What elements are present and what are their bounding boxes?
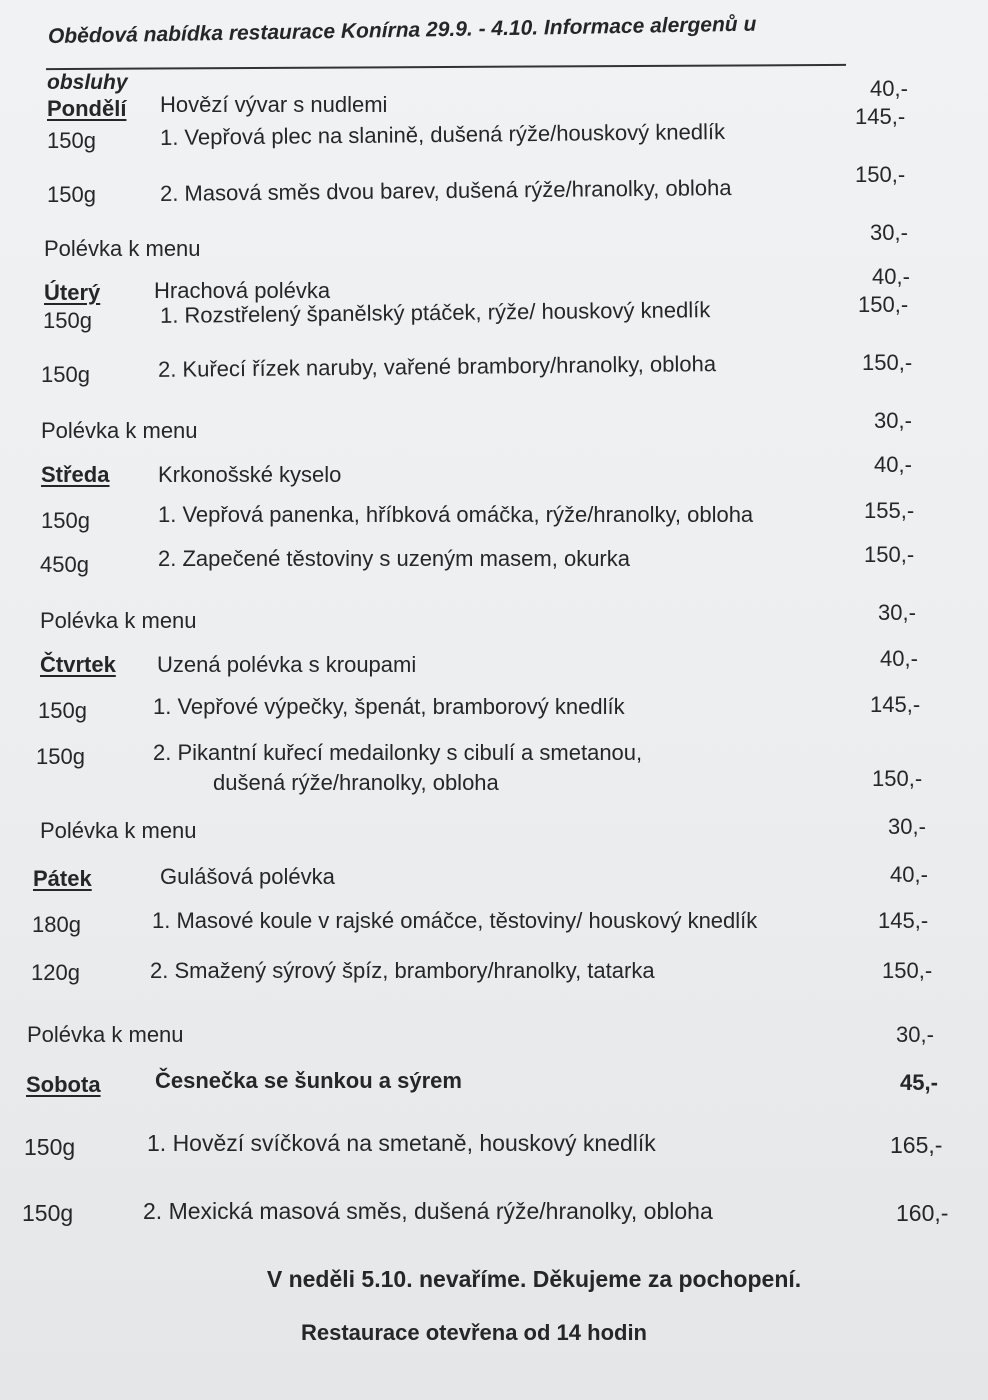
day-name: Středa [41,462,110,487]
dish-name: 2. Smažený sýrový špíz, brambory/hranolky, tatarka [150,958,655,983]
dish-name: 1. Hovězí svíčková na smetaně, houskový knedlík [147,1130,656,1156]
soup-name: Hovězí vývar s nudlemi [160,92,388,117]
soup-name: Hrachová polévka [154,278,331,303]
menu-title-continued: obsluhy [47,71,128,94]
dish-price: 150,- [862,350,913,375]
soup-price: 45,- [900,1070,938,1095]
soup-name: Gulášová polévka [160,864,335,889]
title-underline [46,64,846,70]
day-name: Úterý [44,280,101,305]
menu-soup-label: Polévka k menu [40,818,197,843]
soup-price: 40,- [890,862,928,887]
dish-name: 2. Kuřecí řízek naruby, vařené brambory/hranolky, obloha [157,351,717,382]
menu-soup-price: 30,- [896,1022,934,1047]
dish-weight: 150g [36,744,85,769]
dish-name: 2. Zapečené těstoviny s uzeným masem, okurka [158,546,630,571]
dish-weight: 150g [41,362,90,387]
dish-weight: 150g [47,182,96,207]
opening-hours: Restaurace otevřena od 14 hodin [301,1320,647,1345]
dish-weight: 150g [47,128,96,153]
dish-weight: 150g [41,508,90,533]
dish-name: 1. Masové koule v rajské omáčce, těstoviny/ houskový knedlík [152,908,758,933]
dish-weight: 180g [32,912,81,937]
dish-price: 145,- [855,104,906,129]
menu-soup-price: 30,- [874,408,912,433]
dish-name: 1. Vepřová panenka, hříbková omáčka, rýže/hranolky, obloha [158,502,754,527]
day-name: Pátek [33,866,92,891]
menu-soup-label: Polévka k menu [44,236,201,261]
dish-price: 155,- [864,498,915,523]
closing-notice: V neděli 5.10. nevaříme. Děkujeme za pochopení. [266,1266,802,1292]
dish-name: 1. Vepřová plec na slanině, dušená rýže/houskový knedlík [159,119,726,150]
dish-price: 145,- [878,908,929,933]
dish-name: 2. Mexická masová směs, dušená rýže/hranolky, obloha [143,1198,713,1224]
dish-price: 150,- [882,958,933,983]
dish-weight: 150g [43,308,92,333]
menu-soup-label: Polévka k menu [40,608,197,633]
dish-weight: 450g [40,552,89,577]
menu-soup-label: Polévka k menu [41,418,198,443]
soup-name: Krkonošské kyselo [158,462,342,487]
dish-price: 160,- [896,1200,949,1226]
dish-price: 145,- [870,692,921,717]
soup-price: 40,- [874,452,912,477]
dish-price: 150,- [872,766,923,791]
dish-name: 1. Rozstřelený španělský ptáček, rýže/ houskový knedlík [159,297,711,328]
dish-weight: 150g [38,698,87,723]
dish-price: 150,- [864,542,915,567]
dish-price: 165,- [890,1132,943,1158]
day-name: Sobota [26,1072,101,1097]
menu-soup-price: 30,- [870,220,908,245]
menu-title: Obědová nabídka restaurace Konírna 29.9. - 4.10. Informace alergenů u [47,12,757,48]
soup-price: 40,- [872,264,910,289]
dish-name: 1. Vepřové výpečky, špenát, bramborový knedlík [153,694,625,719]
soup-name: Uzená polévka s kroupami [157,652,417,677]
dish-weight: 150g [22,1200,74,1226]
day-name: Pondělí [47,96,127,121]
dish-weight: 150g [24,1134,76,1160]
menu-soup-price: 30,- [888,814,926,839]
soup-name: Česnečka se šunkou a sýrem [155,1068,462,1093]
dish-weight: 120g [31,960,80,985]
dish-name: 2. Masová směs dvou barev, dušená rýže/hranolky, obloha [159,175,732,206]
menu-soup-label: Polévka k menu [27,1022,184,1047]
dish-name-continued: dušená rýže/hranolky, obloha [213,770,499,795]
soup-price: 40,- [870,76,908,101]
dish-price: 150,- [858,292,909,317]
day-name: Čtvrtek [40,652,116,677]
menu-soup-price: 30,- [878,600,916,625]
dish-name: 2. Pikantní kuřecí medailonky s cibulí a smetanou, [153,740,643,765]
soup-price: 40,- [880,646,918,671]
dish-price: 150,- [855,162,906,187]
